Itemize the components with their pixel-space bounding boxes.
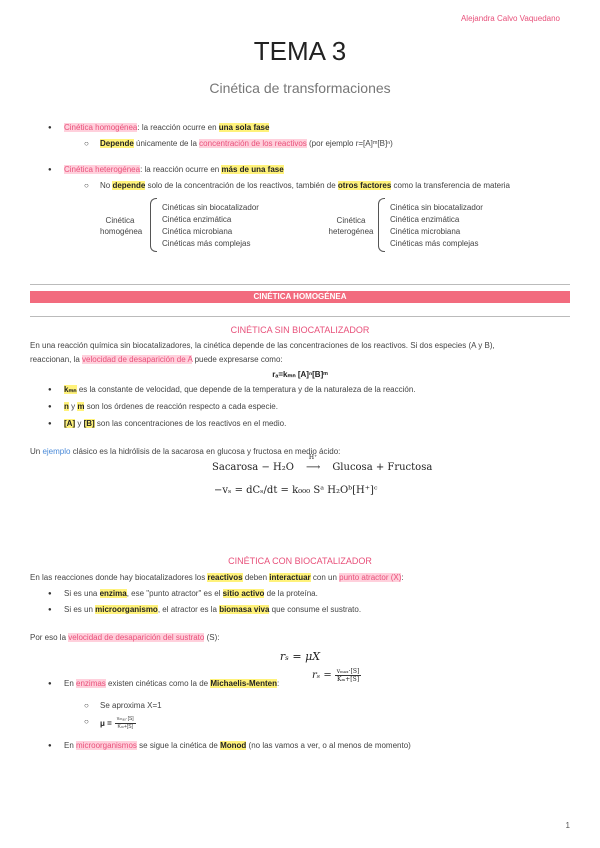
divider xyxy=(30,284,570,285)
heter-class-label: Cinética heterogénea xyxy=(328,216,374,236)
heter-item: Cinética sin biocatalizador xyxy=(390,203,483,212)
heterogeneous-sub-bullet: ○ No depende solo de la concentración de los reactivos, también de otros factores como la transferencia de materia xyxy=(100,180,510,191)
homog-brace xyxy=(150,198,157,252)
hydrolysis-equation: Sacarosa − H₂O H⁺ ⟶ Glucosa + Fructosa xyxy=(212,454,433,473)
section-title-sin-bio: CINÉTICA SIN BIOCATALIZADOR xyxy=(230,325,370,335)
divider xyxy=(30,316,570,317)
bullet: ● Si es un microorganismo, el atractor es la biomasa viva que consume el sustrato. xyxy=(64,604,361,615)
paragraph: reaccionan, la velocidad de desaparición de A puede expresarse como: xyxy=(30,355,283,364)
heter-item: Cinética enzimática xyxy=(390,215,460,224)
author-name: Alejandra Calvo Vaquedano xyxy=(460,14,560,23)
homog-item: Cinética microbiana xyxy=(162,227,233,236)
heter-item: Cinéticas más complejas xyxy=(390,239,479,248)
homogeneous-sub-bullet: ○ Depende únicamente de la concentración de los reactivos (por ejemplo r=[A]ᵐ[B]ⁿ) xyxy=(100,138,393,149)
sub-bullet: ○ Se aproxima X=1 xyxy=(100,700,162,711)
page-subtitle: Cinética de transformaciones xyxy=(209,80,391,96)
paragraph: Por eso la velocidad de desaparición del sustrato (S): xyxy=(30,633,220,642)
bullet: ● n y m son los órdenes de reacción respecto a cada especie. xyxy=(64,401,278,412)
michaelis-menten-formula: rₛ = vₘₐₓ·[S] Kₘ+[S] xyxy=(312,668,360,683)
section-banner: CINÉTICA HOMOGÉNEA xyxy=(30,291,570,303)
homog-item: Cinéticas más complejas xyxy=(162,239,251,248)
paragraph: En las reacciones donde hay biocatalizadores los reactivos deben interactuar con un punto atractor (X): xyxy=(30,573,404,582)
homogeneous-bullet: ● Cinética homogénea: la reacción ocurre en una sola fase xyxy=(64,122,269,133)
page-number: 1 xyxy=(565,821,570,830)
heter-brace xyxy=(378,198,385,252)
rate-equation: −vₛ = dCₛ/dt = k₀₀₀ Sᵃ H₂Oᵇ[H⁺]ᶜ xyxy=(214,485,378,496)
section-title-con-bio: CINÉTICA CON BIOCATALIZADOR xyxy=(228,556,372,566)
homog-item: Cinética enzimática xyxy=(162,215,232,224)
page-title: TEMA 3 xyxy=(253,36,347,66)
bullet: ● [A] y [B] son las concentraciones de los reactivos en el medio. xyxy=(64,418,286,429)
paragraph: En una reacción química sin biocatalizadores, la cinética depende de las concentraciones de los reactivos. Si dos especies (A y B), xyxy=(30,341,495,350)
heterogeneous-bullet: ● Cinética heterogénea: la reacción ocurre en más de una fase xyxy=(64,164,284,175)
rate-formula: rₐ=kₘₙ [A]ⁿ[B]ᵐ xyxy=(272,370,328,379)
bullet-michaelis: ● En enzimas existen cinéticas como la de Michaelis-Menten: xyxy=(64,678,279,689)
homog-class-label: Cinética homogénea xyxy=(100,216,143,236)
bullet: ● kₘₙ es la constante de velocidad, que depende de la temperatura y de la naturaleza de la reacción. xyxy=(64,384,416,395)
substrate-rate-formula: rₛ = μX xyxy=(279,650,321,663)
bullet-monod: ● En microorganismos se sigue la cinética de Monod (no las vamos a ver, o al menos de momento) xyxy=(64,740,411,751)
heter-item: Cinética microbiana xyxy=(390,227,461,236)
bullet: ● Si es una enzima, ese "punto atractor" es el sitio activo de la proteína. xyxy=(64,588,318,599)
example-paragraph: Un ejemplo clásico es la hidrólisis de la sacarosa en glucosa y fructosa en medio ácido: xyxy=(30,447,341,456)
mu-formula: ○ μ = vₘₐₓ·[S] Kₘ+[S] xyxy=(100,716,136,731)
homog-item: Cinéticas sin biocatalizador xyxy=(162,203,259,212)
